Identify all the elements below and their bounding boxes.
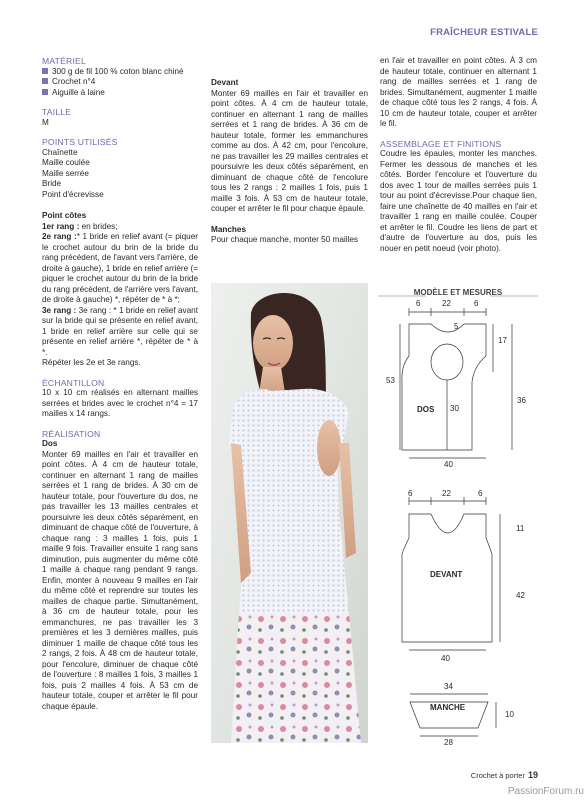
- column-right: [380, 56, 537, 254]
- point-item: Bride: [42, 179, 62, 188]
- bullet-square-icon: [42, 89, 48, 95]
- realisation-title: RÉALISATION: [42, 428, 101, 439]
- page-footer: [471, 770, 538, 780]
- points-title: POINTS UTILISÉS: [42, 137, 118, 147]
- materiel-item: Crochet n°4: [42, 77, 198, 88]
- devant-side: 11: [516, 524, 525, 533]
- column-left: [42, 56, 198, 712]
- page-number: 19: [527, 770, 538, 780]
- dos-side: 17: [498, 336, 507, 345]
- devant-top-left: 6: [408, 489, 413, 498]
- dos-label: DOS: [417, 405, 435, 414]
- point-cotes-repeat: Répéter les 2e et 3e rangs.: [42, 358, 141, 367]
- point-cotes-r3: 3e rang : 3e rang : * 1 bride en relief avant sur la bride qui se présente en relief avant, 1 bride en relief arrière sur celle qui se présente en relief arrière *, répéter de * à *.: [42, 305, 198, 357]
- taille-title: TAILLE: [42, 107, 72, 117]
- manche-height: 10: [505, 710, 514, 719]
- point-cotes-r1: 1er rang : en brides;: [42, 221, 118, 231]
- devant-top-right: 6: [478, 489, 483, 498]
- devant-title: Devant: [211, 78, 239, 87]
- manches-title: Manches: [211, 224, 247, 234]
- devant-width: 40: [441, 654, 450, 663]
- point-item: Maille serrée: [42, 168, 89, 178]
- model-photo: [211, 283, 368, 743]
- materiel-item: Aiguille à laine: [42, 88, 198, 99]
- devant-text: Monter 69 mailles en l'air et travailler en point côtes. À 4 cm de hauteur totale, continuer en alternant 1 rang de mailles serrées et 1 rang de brides. À 36 cm de hauteur totale, former les emmanchures comme au dos. À 42 cm, pour l'encolure, ne pas travailler les 29 mailles centrales et poursuivre les deux côtés séparément, en diminuant de chaque côté de l'encolure tous les 2 rangs : 2 mailles 1 fois, puis 1 maille 3 fois. À 53 cm de hauteur totale, couper et arrêter le fil pour chaque épaule.: [211, 88, 368, 213]
- echantillon-title: ÉCHANTILLON: [42, 377, 105, 388]
- measurements-diagram: [378, 282, 538, 752]
- bullet-square-icon: [42, 68, 48, 74]
- dos-top-left: 6: [416, 299, 421, 308]
- dos-top-right: 6: [474, 299, 479, 308]
- point-cotes-title: Point côtes: [42, 211, 87, 220]
- dos-title: Dos: [42, 439, 58, 448]
- materiel-item: 300 g de fil 100 % coton blanc chiné: [42, 67, 198, 78]
- manche-bottom: 28: [444, 738, 453, 747]
- dos-opening: 30: [450, 404, 459, 413]
- point-item: Point d'écrevisse: [42, 189, 104, 199]
- publication-name: Crochet à porter: [470, 771, 525, 780]
- model-photo-illustration: [211, 283, 368, 743]
- assemblage-title: ASSEMBLAGE ET FINITIONS: [380, 138, 502, 149]
- manche-top: 34: [444, 682, 453, 691]
- dos-text: Monter 69 mailles en l'air et travailler en point côtes. À 4 cm de hauteur totale, continuer en alternant 1 rang de mailles serrées et 1 rang de brides. À 30 cm de hauteur totale, pour l'ouverture du dos, ne pas travailler les 13 mailles centrales et poursuivre les deux côtés séparément, en diminuant de chaque côté de l'ouverture, à chaque rang : 3 mailles 1 fois, puis 1 maille 9 fois. Travailler ensuite 1 rang sans diminution, puis augmenter du même côté 1 maille à chaque rang pendant 9 rangs. Enfin, monter à nouveau 9 mailles en l'air du même côté et reprendre sur toutes les mailles de chaque partie. Simultanément, à 36 cm de hauteur totale, pour les emmanchures, ne pas travailler les 3 premières et les 3 dernières mailles, puis diminuer 1 maille de chaque côté tous les 2 rangs, 2 fois. À 48 cm de hauteur totale, pour l'encolure, diminuer de chaque côté de l'ouverture : 8 mailles 1 fois, 3 mailles 1 fois, puis 2 mailles 4 fois. À 53 cm de hauteur totale, couper et arrêter le fil pour chaque épaule.: [42, 449, 198, 711]
- materiel-title: MATÉRIEL: [42, 56, 86, 66]
- echantillon-text: 10 x 10 cm réalisés en alternant mailles serrées et brides avec le crochet n°4 = 17 mailles x 14 rangs.: [42, 388, 198, 418]
- devant-lower: 42: [516, 591, 525, 600]
- devant-top-mid: 22: [442, 489, 451, 498]
- diagram-svg: [378, 282, 538, 752]
- manches-text-cont: en l'air et travailler en point côtes. À 3 cm de hauteur totale, continuer en alternant 1 rang de mailles serrées et 1 rang de brides. Simultanément, augmenter 1 maille de chaque côté tous les 2 rangs, 4 fois. À 10 cm de hauteur totale, couper et arrêter le fil.: [380, 56, 537, 128]
- section-header: FRAÎCHEUR ESTIVALE: [430, 27, 538, 38]
- dos-width: 40: [444, 460, 453, 469]
- point-cotes-r2: 2e rang :* 1 bride en relief avant (= piquer le crochet autour du brin de la bride du rang précédent, de l'avant vers l'arrière, de droite à gauche), 1 bride en relief arrière (= piquer le crochet autour du brin de la bride du rang précédent, de l'arrière vers l'avant, de droite à gauche) *, répéter de * à *;: [42, 232, 198, 304]
- dos-top-mid: 22: [442, 299, 451, 308]
- manche-label: MANCHE: [430, 703, 466, 712]
- devant-label: DEVANT: [430, 570, 463, 579]
- point-item: Maille coulée: [42, 158, 90, 167]
- dos-lower: 36: [517, 396, 526, 405]
- manches-text-start: Pour chaque manche, monter 50 mailles: [211, 235, 358, 244]
- point-item: Chaînette: [42, 147, 78, 157]
- bullet-square-icon: [42, 78, 48, 84]
- diagram-title: MODÈLE ET MESURES: [413, 288, 503, 297]
- column-middle: [211, 56, 368, 246]
- assemblage-text: Coudre les épaules, monter les manches. Fermer les dessous de manches et les côtés. Border l'encolure et l'ouverture du dos avec 1 tour de mailles serrées puis 1 tour au point d'écrevisse.Pour chaque lien, faire une chaînette de 40 mailles en l'air et travailler 1 rang en maille coulée. Couper et arrêter le fil. Coudre les liens de part et d'autre de l'ouverture au dos, puis les nouer en petit noeud (voir photo).: [380, 149, 537, 253]
- dos-neck: 5: [454, 322, 459, 331]
- dos-total: 53: [386, 376, 395, 385]
- taille-value: M: [42, 117, 49, 127]
- watermark: PassionForum.ru: [507, 786, 584, 797]
